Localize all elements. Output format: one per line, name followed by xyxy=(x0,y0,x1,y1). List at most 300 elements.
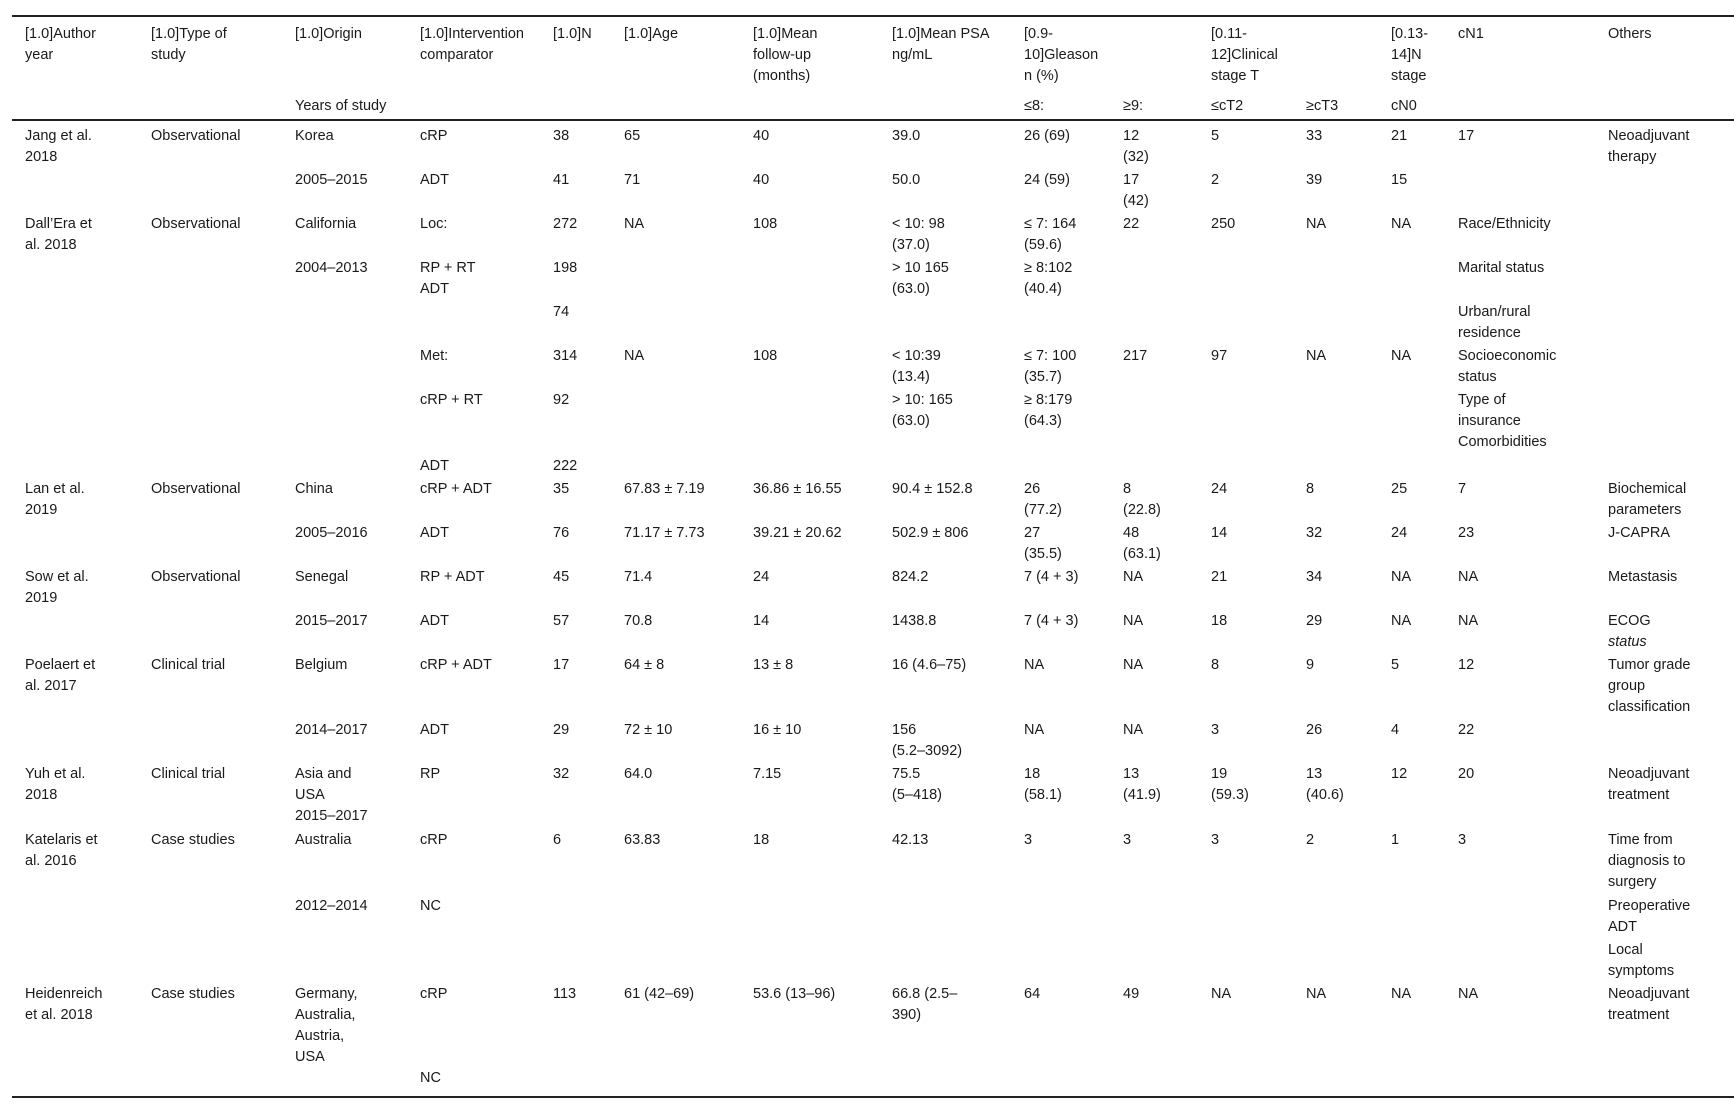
cell-followup xyxy=(753,720,801,741)
cell-followup xyxy=(753,479,842,500)
subheader-cell-line: ≤cT2 xyxy=(1211,98,1244,114)
header-cell-line: comparator xyxy=(420,47,494,63)
cell-others xyxy=(1608,764,1689,806)
cell-cn1-line: 23 xyxy=(1458,525,1475,541)
cell-cn1 xyxy=(1458,720,1474,741)
cell-gleason-ge9 xyxy=(1123,830,1131,851)
cell-psa-line: 502.9 ± 806 xyxy=(892,525,969,541)
header-cell xyxy=(151,24,227,66)
cell-gleason-le8-line: ≥ 8:179 xyxy=(1024,392,1073,408)
cell-n-line: 314 xyxy=(553,348,578,364)
cell-gleason-ge9-line: NA xyxy=(1123,722,1144,738)
header-cell xyxy=(295,24,362,45)
cell-type xyxy=(151,567,240,588)
cell-gleason-ge9-line: 13 xyxy=(1123,766,1140,782)
cell-stage-le-ct2 xyxy=(1211,720,1219,741)
cell-cn1 xyxy=(1458,126,1474,147)
cell-stage-le-ct2-line: 24 xyxy=(1211,481,1228,497)
cell-stage-ge-ct3 xyxy=(1306,720,1322,741)
cell-followup xyxy=(753,611,769,632)
cell-cn0-line: 5 xyxy=(1391,657,1400,673)
cell-stage-le-ct2 xyxy=(1211,567,1227,588)
cell-age-line: 71.17 ± 7.73 xyxy=(624,525,705,541)
cell-cn0-line: 1 xyxy=(1391,832,1400,848)
cell-author-line: Dall’Era et xyxy=(25,216,92,232)
cell-stage-ge-ct3-line: NA xyxy=(1306,216,1327,232)
cell-psa-line: (37.0) xyxy=(892,237,930,253)
cell-cn1 xyxy=(1458,302,1531,344)
cell-stage-le-ct2-line: 3 xyxy=(1211,832,1220,848)
cell-stage-le-ct2-line: 8 xyxy=(1211,657,1220,673)
cell-stage-ge-ct3-line: 29 xyxy=(1306,613,1323,629)
cell-intervention-line: cRP xyxy=(420,986,448,1002)
cell-intervention-line: ADT xyxy=(420,525,449,541)
cell-cn1-line: Urban/rural xyxy=(1458,304,1531,320)
cell-intervention xyxy=(420,170,449,191)
cell-psa-line: 390) xyxy=(892,1007,922,1023)
cell-stage-ge-ct3 xyxy=(1306,479,1314,500)
cell-age xyxy=(624,655,664,676)
cell-n-line: 74 xyxy=(553,304,570,320)
cell-age-line: 67.83 ± 7.19 xyxy=(624,481,705,497)
cell-origin-line: 2012–2014 xyxy=(295,898,368,914)
cell-age-line: 65 xyxy=(624,128,641,144)
cell-cn1 xyxy=(1458,346,1556,388)
cell-others-line: Time from xyxy=(1608,832,1673,848)
cell-origin xyxy=(295,830,351,851)
cell-followup xyxy=(753,984,835,1005)
cell-n xyxy=(553,346,577,367)
header-cell-line: cN1 xyxy=(1458,26,1484,42)
cell-age xyxy=(624,720,672,741)
cell-others-line: ADT xyxy=(1608,919,1637,935)
cell-gleason-le8-line: 24 (59) xyxy=(1024,172,1070,188)
cell-cn0 xyxy=(1391,720,1399,741)
cell-stage-ge-ct3-line: (40.6) xyxy=(1306,787,1344,803)
cell-stage-ge-ct3 xyxy=(1306,611,1322,632)
table-rule xyxy=(12,119,1734,121)
header-cell-line: [1.0]Mean PSA xyxy=(892,26,990,42)
cell-gleason-le8-line: NA xyxy=(1024,722,1045,738)
cell-others-line: Neoadjuvant xyxy=(1608,986,1690,1002)
cell-origin xyxy=(295,479,333,500)
cell-cn1 xyxy=(1458,830,1466,851)
cell-intervention xyxy=(420,655,492,676)
cell-author-line: 2019 xyxy=(25,590,58,606)
cell-gleason-ge9-line: 17 xyxy=(1123,172,1140,188)
cell-cn1 xyxy=(1458,764,1474,785)
cell-gleason-ge9 xyxy=(1123,214,1139,235)
cell-gleason-ge9 xyxy=(1123,655,1143,676)
cell-intervention xyxy=(420,456,449,477)
cell-author-line: Jang et al. xyxy=(25,128,92,144)
cell-gleason-ge9 xyxy=(1123,984,1139,1005)
cell-intervention xyxy=(420,764,440,785)
cell-cn1 xyxy=(1458,567,1478,588)
cell-cn1-line: 7 xyxy=(1458,481,1467,497)
cell-others-line: Neoadjuvant xyxy=(1608,128,1690,144)
cell-cn0-line: 21 xyxy=(1391,128,1408,144)
cell-cn1-line: NA xyxy=(1458,613,1479,629)
header-cell-line: [0.11- xyxy=(1211,26,1248,42)
cell-origin-line: 2014–2017 xyxy=(295,722,368,738)
cell-psa xyxy=(892,655,966,676)
cell-origin xyxy=(295,126,334,147)
cell-followup-line: 18 xyxy=(753,832,770,848)
cell-stage-le-ct2 xyxy=(1211,830,1219,851)
cell-others-line: Preoperative xyxy=(1608,898,1691,914)
cell-followup xyxy=(753,655,793,676)
cell-age xyxy=(624,170,640,191)
cell-intervention-line: cRP + RT xyxy=(420,392,483,408)
header-cell-line: n (%) xyxy=(1024,68,1059,84)
cell-others xyxy=(1608,940,1674,982)
cell-stage-le-ct2-line: 21 xyxy=(1211,569,1228,585)
cell-others xyxy=(1608,479,1686,521)
cell-origin-line: 2015–2017 xyxy=(295,613,368,629)
cell-gleason-le8 xyxy=(1024,655,1044,676)
cell-cn1 xyxy=(1458,523,1474,544)
cell-psa xyxy=(892,214,945,256)
cell-type xyxy=(151,984,235,1005)
cell-gleason-ge9-line: (32) xyxy=(1123,149,1149,165)
cell-stage-le-ct2 xyxy=(1211,479,1227,500)
header-cell-line: [1.0]Origin xyxy=(295,26,362,42)
cell-gleason-ge9-line: NA xyxy=(1123,657,1144,673)
cell-n xyxy=(553,214,577,235)
cell-n xyxy=(553,830,561,851)
cell-gleason-le8 xyxy=(1024,479,1062,521)
cell-gleason-le8 xyxy=(1024,390,1072,432)
cell-n xyxy=(553,523,569,544)
cell-others-line: J-CAPRA xyxy=(1608,525,1671,541)
cell-author-line: 2018 xyxy=(25,149,58,165)
cell-type-line: Observational xyxy=(151,481,241,497)
cell-intervention-line: cRP + ADT xyxy=(420,481,492,497)
cell-cn0 xyxy=(1391,764,1407,785)
cell-others xyxy=(1608,655,1690,718)
cell-intervention-line: RP + RT xyxy=(420,260,476,276)
header-cell-line: Others xyxy=(1608,26,1652,42)
cell-gleason-le8-line: (77.2) xyxy=(1024,502,1062,518)
cell-intervention-line: NC xyxy=(420,1070,441,1086)
cell-gleason-le8-line: (58.1) xyxy=(1024,787,1062,803)
cell-gleason-le8-line: 18 xyxy=(1024,766,1041,782)
cell-stage-le-ct2-line: (59.3) xyxy=(1211,787,1249,803)
cell-stage-le-ct2 xyxy=(1211,764,1249,806)
cell-n-line: 6 xyxy=(553,832,562,848)
cell-cn0-line: 4 xyxy=(1391,722,1400,738)
cell-followup-line: 16 ± 10 xyxy=(753,722,802,738)
cell-type-line: Clinical trial xyxy=(151,657,226,673)
cell-gleason-ge9-line: (42) xyxy=(1123,193,1149,209)
cell-n xyxy=(553,390,569,411)
cell-n-line: 17 xyxy=(553,657,570,673)
cell-type-line: Case studies xyxy=(151,986,235,1002)
cell-author-line: Poelaert et xyxy=(25,657,96,673)
cell-followup-line: 53.6 (13–96) xyxy=(753,986,836,1002)
cell-cn1 xyxy=(1458,390,1547,453)
cell-n-line: 57 xyxy=(553,613,570,629)
cell-age xyxy=(624,611,652,632)
cell-others-line: classification xyxy=(1608,699,1691,715)
cell-intervention xyxy=(420,346,448,367)
cell-type xyxy=(151,214,240,235)
cell-psa xyxy=(892,567,928,588)
cell-cn1-line: 3 xyxy=(1458,832,1467,848)
cell-n xyxy=(553,456,577,477)
cell-stage-le-ct2-line: NA xyxy=(1211,986,1232,1002)
cell-intervention xyxy=(420,523,449,544)
cell-author xyxy=(25,984,102,1026)
cell-stage-le-ct2 xyxy=(1211,984,1231,1005)
cell-age-line: 64.0 xyxy=(624,766,653,782)
cell-age xyxy=(624,984,694,1005)
cell-age xyxy=(624,523,705,544)
cell-cn0-line: 24 xyxy=(1391,525,1408,541)
header-cell xyxy=(1211,24,1278,87)
cell-intervention-line: ADT xyxy=(420,613,449,629)
cell-n-line: 32 xyxy=(553,766,570,782)
cell-psa-line: (63.0) xyxy=(892,281,930,297)
cell-stage-le-ct2 xyxy=(1211,214,1235,235)
cell-psa-line: 90.4 ± 152.8 xyxy=(892,481,973,497)
cell-stage-le-ct2 xyxy=(1211,655,1219,676)
cell-followup xyxy=(753,764,781,785)
cell-psa-line: 50.0 xyxy=(892,172,921,188)
cell-intervention-line: Loc: xyxy=(420,216,448,232)
cell-stage-le-ct2-line: 19 xyxy=(1211,766,1228,782)
cell-followup xyxy=(753,830,769,851)
cell-cn1 xyxy=(1458,258,1544,279)
cell-stage-ge-ct3-line: 32 xyxy=(1306,525,1323,541)
cell-intervention-line: RP xyxy=(420,766,441,782)
cell-psa-line: 66.8 (2.5– xyxy=(892,986,958,1002)
cell-cn1-line: status xyxy=(1458,369,1497,385)
cell-intervention-line: ADT xyxy=(420,722,449,738)
cell-author-line: Heidenreich xyxy=(25,986,103,1002)
cell-others xyxy=(1608,126,1689,168)
cell-others-line: therapy xyxy=(1608,149,1657,165)
header-cell-line: [1.0]Type of xyxy=(151,26,227,42)
header-cell-line: [1.0]Intervention xyxy=(420,26,524,42)
cell-stage-ge-ct3 xyxy=(1306,764,1344,806)
cell-age-line: 64 ± 8 xyxy=(624,657,665,673)
cell-psa xyxy=(892,764,942,806)
cell-followup-line: 40 xyxy=(753,128,770,144)
cell-followup-line: 40 xyxy=(753,172,770,188)
cell-n-line: 35 xyxy=(553,481,570,497)
cell-n-line: 113 xyxy=(553,986,577,1002)
header-cell-line: year xyxy=(25,47,54,63)
subheader-cell xyxy=(1391,96,1417,117)
cell-others-line: Tumor grade xyxy=(1608,657,1691,673)
cell-author-line: Sow et al. xyxy=(25,569,89,585)
cell-cn0 xyxy=(1391,479,1407,500)
cell-psa-line: 16 (4.6–75) xyxy=(892,657,967,673)
cell-intervention-line: Met: xyxy=(420,348,449,364)
subheader-cell-line: Years of study xyxy=(295,98,387,114)
cell-followup xyxy=(753,346,777,367)
header-cell-line: [0.9- xyxy=(1024,26,1054,42)
header-cell xyxy=(553,24,592,45)
cell-gleason-le8 xyxy=(1024,764,1062,806)
cell-stage-ge-ct3-line: 9 xyxy=(1306,657,1315,673)
cell-others-line: treatment xyxy=(1608,787,1670,803)
cell-stage-ge-ct3 xyxy=(1306,126,1322,147)
cell-origin-line: Australia, xyxy=(295,1007,356,1023)
cell-stage-ge-ct3-line: 26 xyxy=(1306,722,1323,738)
cell-gleason-ge9-line: (22.8) xyxy=(1123,502,1161,518)
cell-psa xyxy=(892,611,936,632)
cell-gleason-le8-line: 7 (4 + 3) xyxy=(1024,613,1079,629)
cell-age-line: 72 ± 10 xyxy=(624,722,673,738)
cell-cn0-line: NA xyxy=(1391,569,1412,585)
cell-followup xyxy=(753,126,769,147)
cell-age xyxy=(624,214,644,235)
header-cell-line: 12]Clinical xyxy=(1211,47,1278,63)
cell-stage-ge-ct3 xyxy=(1306,567,1322,588)
cell-others-line: treatment xyxy=(1608,1007,1670,1023)
cell-stage-le-ct2-line: 97 xyxy=(1211,348,1228,364)
cell-author-line: Lan et al. xyxy=(25,481,85,497)
header-cell-line: [0.13- xyxy=(1391,26,1429,42)
cell-stage-le-ct2-line: 18 xyxy=(1211,613,1228,629)
cell-gleason-ge9 xyxy=(1123,523,1161,565)
cell-cn1-line: Race/Ethnicity xyxy=(1458,216,1551,232)
cell-author xyxy=(25,214,92,256)
cell-origin xyxy=(295,764,368,827)
cell-gleason-le8-line: 3 xyxy=(1024,832,1033,848)
cell-age-line: 71.4 xyxy=(624,569,653,585)
cell-stage-le-ct2 xyxy=(1211,170,1219,191)
cell-n-line: 41 xyxy=(553,172,570,188)
cell-age-line: 63.83 xyxy=(624,832,661,848)
cell-intervention xyxy=(420,567,485,588)
cell-n-line: 222 xyxy=(553,458,578,474)
cell-psa xyxy=(892,390,953,432)
cell-followup-line: 24 xyxy=(753,569,770,585)
cell-cn0 xyxy=(1391,655,1399,676)
cell-psa-line: > 10: 165 xyxy=(892,392,953,408)
cell-followup xyxy=(753,523,842,544)
cell-gleason-ge9-line: (41.9) xyxy=(1123,787,1161,803)
cell-gleason-le8-line: 26 xyxy=(1024,481,1041,497)
cell-cn0-line: 12 xyxy=(1391,766,1408,782)
cell-origin-line: Korea xyxy=(295,128,334,144)
cell-cn0 xyxy=(1391,984,1411,1005)
cell-type-line: Case studies xyxy=(151,832,235,848)
cell-type-line: Observational xyxy=(151,128,241,144)
cell-type xyxy=(151,126,240,147)
header-cell xyxy=(1024,24,1098,87)
header-cell-line: 10]Gleason xyxy=(1024,47,1099,63)
cell-stage-ge-ct3-line: 13 xyxy=(1306,766,1323,782)
cell-n xyxy=(553,611,569,632)
cell-cn1 xyxy=(1458,214,1551,235)
cell-cn1 xyxy=(1458,611,1478,632)
cell-gleason-ge9-line: 12 xyxy=(1123,128,1140,144)
header-cell xyxy=(25,24,96,66)
cell-age-line: NA xyxy=(624,348,645,364)
cell-intervention-line: cRP xyxy=(420,832,448,848)
cell-n-line: 272 xyxy=(553,216,578,232)
cell-gleason-le8 xyxy=(1024,567,1078,588)
cell-stage-le-ct2 xyxy=(1211,346,1227,367)
cell-origin xyxy=(295,984,358,1068)
cell-origin-line: USA xyxy=(295,787,325,803)
cell-cn1-line: 20 xyxy=(1458,766,1475,782)
cell-author-line: et al. 2018 xyxy=(25,1007,93,1023)
cell-gleason-le8 xyxy=(1024,346,1076,388)
header-cell xyxy=(1608,24,1652,45)
cell-cn0-line: NA xyxy=(1391,613,1412,629)
cell-gleason-le8 xyxy=(1024,611,1078,632)
cell-author xyxy=(25,567,89,609)
cell-psa xyxy=(892,170,920,191)
cell-others xyxy=(1608,896,1690,938)
cell-psa xyxy=(892,720,962,762)
cell-origin-line: 2015–2017 xyxy=(295,808,368,824)
cell-psa xyxy=(892,523,969,544)
cell-n xyxy=(553,258,577,279)
cell-others-line: Biochemical xyxy=(1608,481,1687,497)
cell-cn1-line: Socioeconomic xyxy=(1458,348,1557,364)
cell-cn1 xyxy=(1458,984,1478,1005)
cell-cn0-line: NA xyxy=(1391,986,1412,1002)
cell-intervention xyxy=(420,830,447,851)
cell-cn1-line: residence xyxy=(1458,325,1521,341)
subheader-cell-line: ≥cT3 xyxy=(1306,98,1339,114)
cell-gleason-ge9-line: NA xyxy=(1123,613,1144,629)
cell-origin-line: China xyxy=(295,481,333,497)
cell-origin xyxy=(295,567,348,588)
cell-gleason-ge9-line: 49 xyxy=(1123,986,1140,1002)
subheader-cell-line: cN0 xyxy=(1391,98,1417,114)
cell-cn0 xyxy=(1391,170,1407,191)
cell-origin-line: California xyxy=(295,216,357,232)
cell-gleason-le8-line: 64 xyxy=(1024,986,1041,1002)
cell-n-line: 76 xyxy=(553,525,570,541)
cell-followup-line: 36.86 ± 16.55 xyxy=(753,481,842,497)
cell-gleason-le8-line: 27 xyxy=(1024,525,1041,541)
cell-type-line: Clinical trial xyxy=(151,766,226,782)
cell-gleason-le8-line: (64.3) xyxy=(1024,413,1062,429)
cell-n xyxy=(553,302,569,323)
cell-gleason-ge9-line: (63.1) xyxy=(1123,546,1161,562)
cell-psa xyxy=(892,984,957,1026)
cell-intervention-line: ADT xyxy=(420,458,449,474)
cell-author-line: Katelaris et xyxy=(25,832,98,848)
cell-others-line: Metastasis xyxy=(1608,569,1678,585)
cell-cn0 xyxy=(1391,523,1407,544)
cell-followup-line: 7.15 xyxy=(753,766,782,782)
header-cell-line: [1.0]N xyxy=(553,26,592,42)
cell-origin xyxy=(295,523,368,544)
cell-followup xyxy=(753,214,777,235)
header-cell-line: [1.0]Mean xyxy=(753,26,818,42)
cell-age-line: 70.8 xyxy=(624,613,653,629)
cell-others-line: symptoms xyxy=(1608,963,1675,979)
cell-type-line: Observational xyxy=(151,569,241,585)
cell-followup-line: 108 xyxy=(753,348,778,364)
cell-followup xyxy=(753,567,769,588)
cell-stage-le-ct2-line: 5 xyxy=(1211,128,1220,144)
cell-n xyxy=(553,764,569,785)
cell-intervention xyxy=(420,258,475,300)
cell-type xyxy=(151,830,235,851)
cell-gleason-ge9-line: 48 xyxy=(1123,525,1140,541)
